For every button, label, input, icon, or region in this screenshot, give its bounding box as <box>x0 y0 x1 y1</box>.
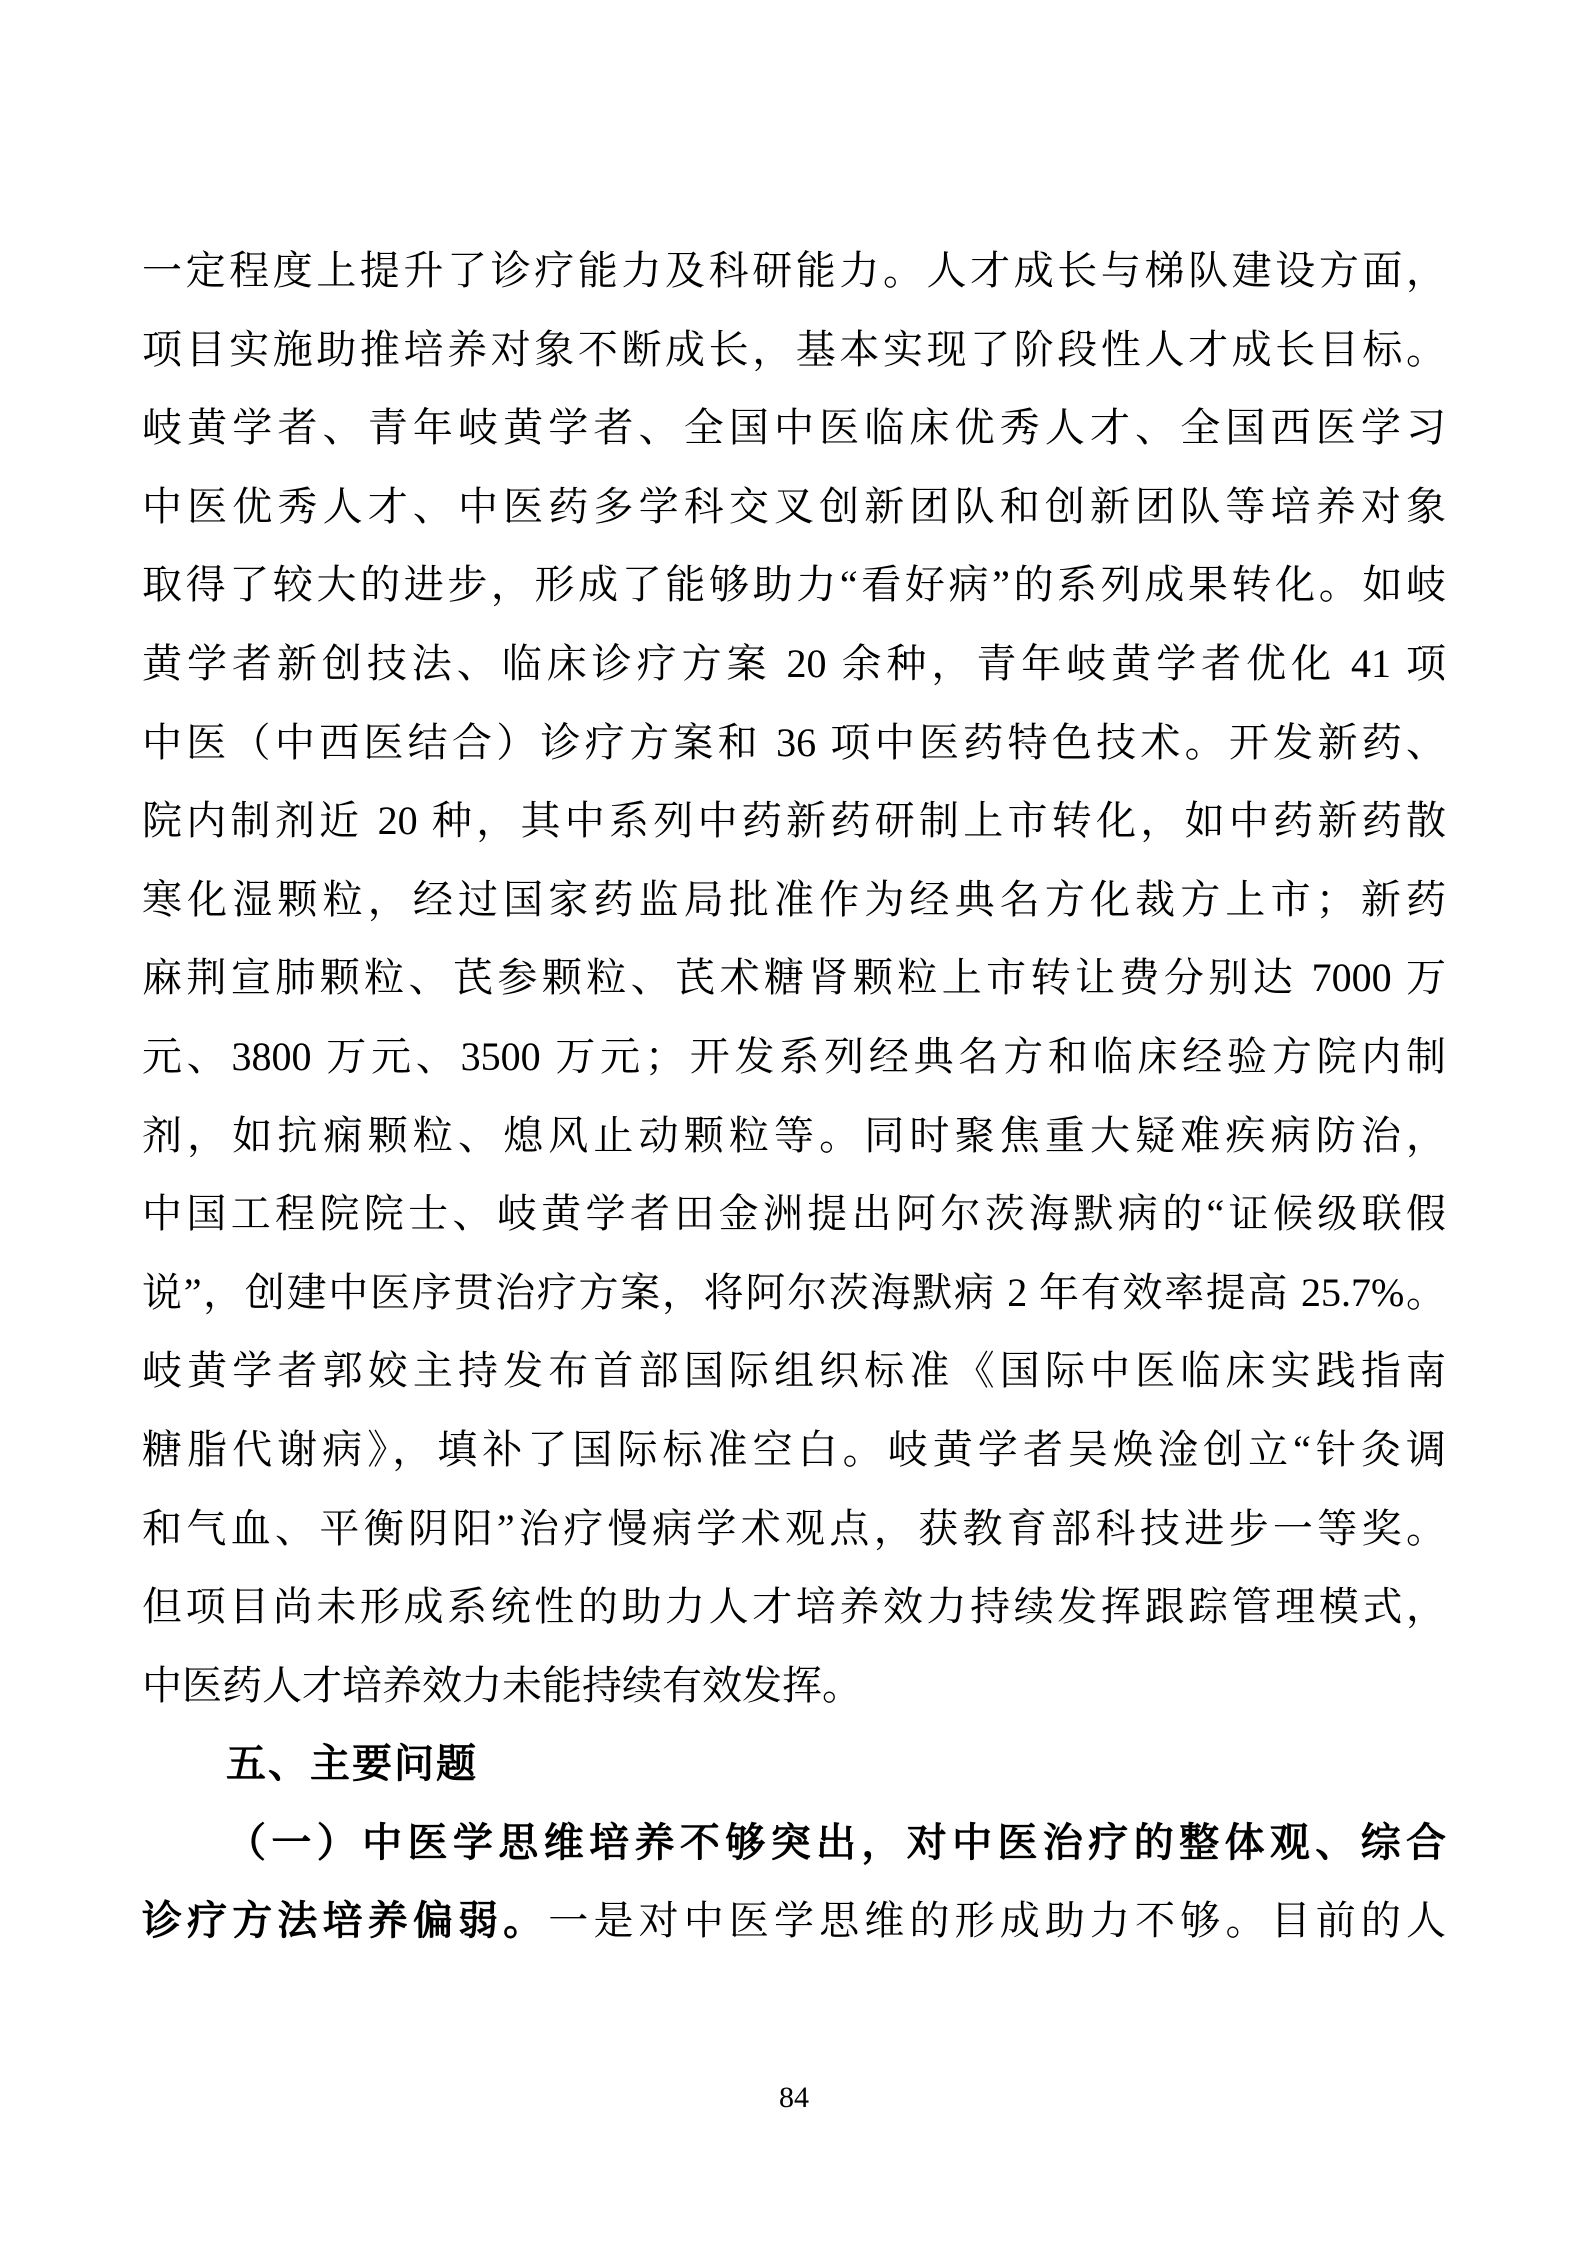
paragraph-line: 和气血、平衡阴阳”治疗慢病学术观点，获教育部科技进步一等奖。 <box>142 1505 1446 1551</box>
paragraph-line: 糖脂代谢病》，填补了国际标准空白。岐黄学者吴焕淦创立“针灸调 <box>142 1426 1446 1472</box>
page-number: 84 <box>779 2081 809 2114</box>
paragraph-line: 元、3800 万元、3500 万元；开发系列经典名方和临床经验方院内制 <box>142 1033 1446 1079</box>
section-heading: 五、主要问题 <box>226 1742 478 1787</box>
paragraph-line: 项目实施助推培养对象不断成长，基本实现了阶段性人才成长目标。 <box>142 326 1446 372</box>
paragraph-line: 院内制剂近 20 种，其中系列中药新药研制上市转化，如中药新药散 <box>142 798 1446 844</box>
paragraph-line: 中医（中西医结合）诊疗方案和 36 项中医药特色技术。开发新药、 <box>142 719 1446 765</box>
paragraph-line: 麻荆宣肺颗粒、芪参颗粒、芪术糖肾颗粒上市转让费分别达 7000 万 <box>142 955 1446 1001</box>
paragraph-line <box>142 1882 1446 1961</box>
paragraph-line: 剂，如抗痫颗粒、熄风止动颗粒等。同时聚焦重大疑难疾病防治， <box>142 1112 1446 1158</box>
paragraph-line: 中医药人才培养效力未能持续有效发挥。 <box>142 1662 862 1708</box>
bold-text-run: 诊疗方法培养偏弱。 <box>142 1898 549 1944</box>
paragraph-line: 但项目尚未形成系统性的助力人才培养效力持续发挥跟踪管理模式， <box>142 1584 1446 1630</box>
paragraph-line: 岐黄学者郭姣主持发布首部国际组织标准《国际中医临床实践指南 <box>142 1348 1446 1394</box>
paragraph-line: 中医优秀人才、中医药多学科交叉创新团队和创新团队等培养对象 <box>142 483 1446 529</box>
regular-text-run: 一是对中医学思维的形成助力不够。目前的人 <box>548 1898 1446 1944</box>
paragraph-line: （一）中医学思维培养不够突出，对中医治疗的整体观、综合 <box>226 1819 1446 1865</box>
paragraph-line: 取得了较大的进步，形成了能够助力“看好病”的系列成果转化。如岐 <box>142 562 1446 608</box>
paragraph-line: 中国工程院院士、岐黄学者田金洲提出阿尔茨海默病的“证候级联假 <box>142 1191 1446 1237</box>
paragraph-line: 岐黄学者、青年岐黄学者、全国中医临床优秀人才、全国西医学习 <box>142 405 1446 451</box>
page-body <box>142 232 1446 1961</box>
paragraph-line: 寒化湿颗粒，经过国家药监局批准作为经典名方化裁方上市；新药 <box>142 876 1446 922</box>
paragraph-line: 一定程度上提升了诊疗能力及科研能力。人才成长与梯队建设方面， <box>142 248 1446 293</box>
paragraph-line: 黄学者新创技法、临床诊疗方案 20 余种，青年岐黄学者优化 41 项 <box>142 640 1446 686</box>
paragraph-line: 说”，创建中医序贯治疗方案，将阿尔茨海默病 2 年有效率提高 25.7%。 <box>142 1269 1446 1315</box>
